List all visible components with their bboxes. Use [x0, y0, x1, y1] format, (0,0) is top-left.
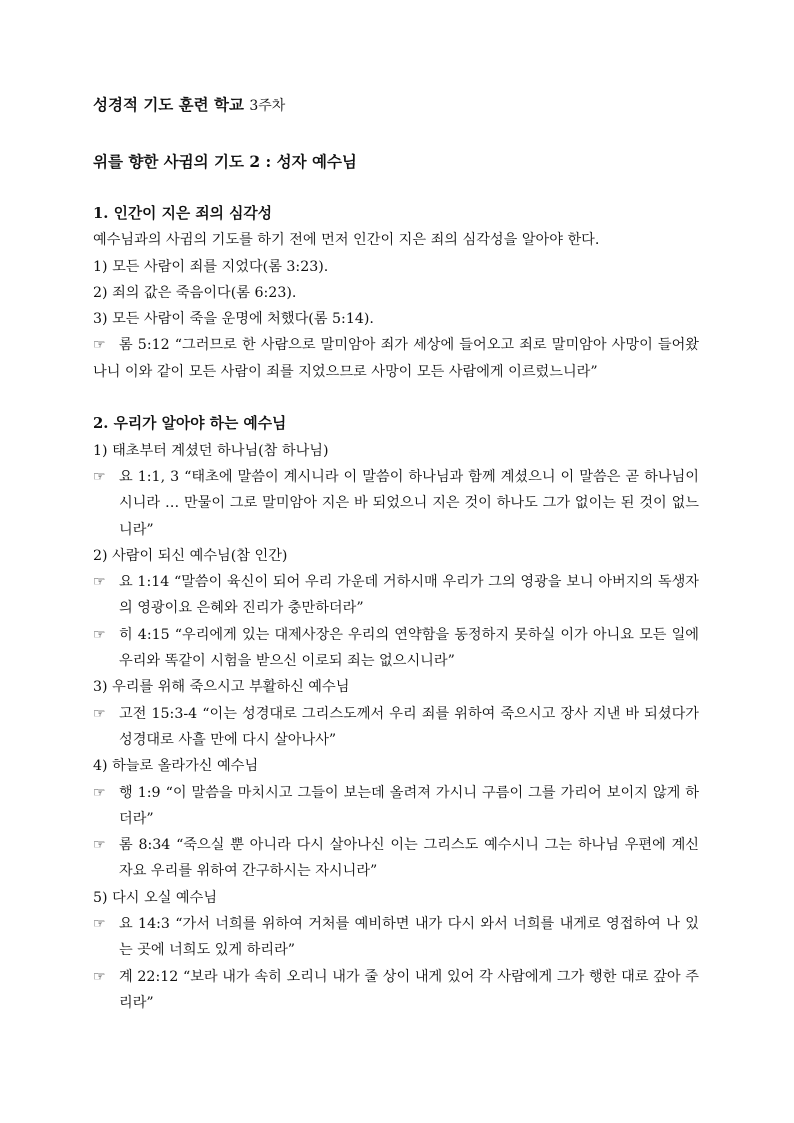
section-2-item-5: 5) 다시 오실 예수님 — [93, 889, 218, 906]
page-subtitle: 위를 향한 사귐의 기도 2 : 성자 예수님 — [93, 152, 357, 171]
section-2-item-2: 2) 사람이 되신 예수님(참 인간) — [93, 547, 288, 564]
section-1-item-1: 1) 모든 사람이 죄를 지었다(롬 3:23). — [93, 258, 329, 275]
section-2-quote-7 — [93, 911, 699, 964]
pointing-hand-icon: ☞ — [93, 626, 106, 643]
quote-text: 계 22:12 “보라 내가 속히 오리니 내가 줄 상이 내게 있어 각 사람에게 그가 행한 대로 갚아 주리라” — [119, 968, 699, 1011]
quote-text: 요 1:14 “말씀이 육신이 되어 우리 가운데 거하시매 우리가 그의 영광을 보니 아버지의 독생자의 영광이요 은혜와 진리가 충만하더라” — [119, 574, 699, 617]
title-text: 성경적 기도 훈련 학교 — [93, 95, 244, 114]
section-2-quote-5 — [93, 780, 699, 833]
section-2-item-1: 1) 태초부터 계셨던 하나님(참 하나님) — [93, 442, 329, 459]
pointing-hand-icon: ☞ — [93, 968, 106, 985]
section-2-quote-2 — [93, 569, 699, 622]
quote-text: 요 14:3 “가서 너희를 위하여 거처를 예비하면 내가 다시 와서 너희를 내게로 영접하여 나 있는 곳에 너희도 있게 하리라” — [119, 916, 699, 959]
quote-text: 고전 15:3-4 “이는 성경대로 그리스도께서 우리 죄를 위하여 죽으시고 장사 지낸 바 되셨다가 성경대로 사흘 만에 다시 살아나사” — [119, 705, 699, 748]
quote-text: 행 1:9 “이 말씀을 마치시고 그들이 보는데 올려져 가시니 구름이 그를 가리어 보이지 않게 하더라” — [119, 784, 699, 827]
quote-text: 롬 8:34 “죽으실 뿐 아니라 다시 살아나신 이는 그리스도 예수시니 그는 하나님 우편에 계신 자요 우리를 위하여 간구하시는 자시니라” — [119, 837, 699, 880]
pointing-hand-icon: ☞ — [93, 916, 106, 933]
quote-text: 요 1:1, 3 “태초에 말씀이 계시니라 이 말씀이 하나님과 함께 계셨으니 이 말씀은 곧 하나님이시니라 … 만물이 그로 말미암아 지은 바 되었으니 지은 것이 하나도 그가 없이는 된 것이 없느니라” — [119, 468, 699, 538]
document-body — [93, 201, 699, 1016]
section-2-item-4: 4) 하늘로 올라가신 예수님 — [93, 758, 259, 775]
week-label: 3주차 — [249, 98, 286, 114]
pointing-hand-icon: ☞ — [93, 468, 106, 485]
section-2-heading: 2. 우리가 알아야 하는 예수님 — [93, 415, 287, 433]
quote-text: 롬 5:12 “그러므로 한 사람으로 말미암아 죄가 세상에 들어오고 죄로 말미암아 사망이 들어왔나니 이와 같이 모든 사람이 죄를 지었으므로 사망이 모든 사람에게 이르렀느니라” — [93, 337, 699, 380]
page-title — [93, 93, 285, 115]
section-2-quote-3 — [93, 622, 699, 675]
section-2-quote-6 — [93, 832, 699, 885]
pointing-hand-icon: ☞ — [93, 337, 106, 354]
pointing-hand-icon: ☞ — [93, 784, 106, 801]
section-2-item-3: 3) 우리를 위해 죽으시고 부활하신 예수님 — [93, 679, 350, 696]
section-2-quote-4 — [93, 701, 699, 754]
section-2-quote-1 — [93, 464, 699, 543]
section-1-item-2: 2) 죄의 값은 죽음이다(롬 6:23). — [93, 284, 297, 301]
section-1-heading: 1. 인간이 지은 죄의 심각성 — [93, 205, 272, 222]
pointing-hand-icon: ☞ — [93, 705, 106, 722]
section-2-quote-8 — [93, 964, 699, 1017]
pointing-hand-icon: ☞ — [93, 837, 106, 854]
section-1-intro: 예수님과의 사귐의 기도를 하기 전에 먼저 인간이 지은 죄의 심각성을 알아야 한다. — [93, 232, 600, 249]
pointing-hand-icon: ☞ — [93, 574, 106, 591]
section-1-quote — [93, 332, 699, 385]
quote-text: 히 4:15 “우리에게 있는 대제사장은 우리의 연약함을 동정하지 못하실 이가 아니요 모든 일에 우리와 똑같이 시험을 받으신 이로되 죄는 없으시니라” — [119, 626, 699, 670]
section-1-item-3: 3) 모든 사람이 죽을 운명에 처했다(롬 5:14). — [93, 311, 374, 328]
